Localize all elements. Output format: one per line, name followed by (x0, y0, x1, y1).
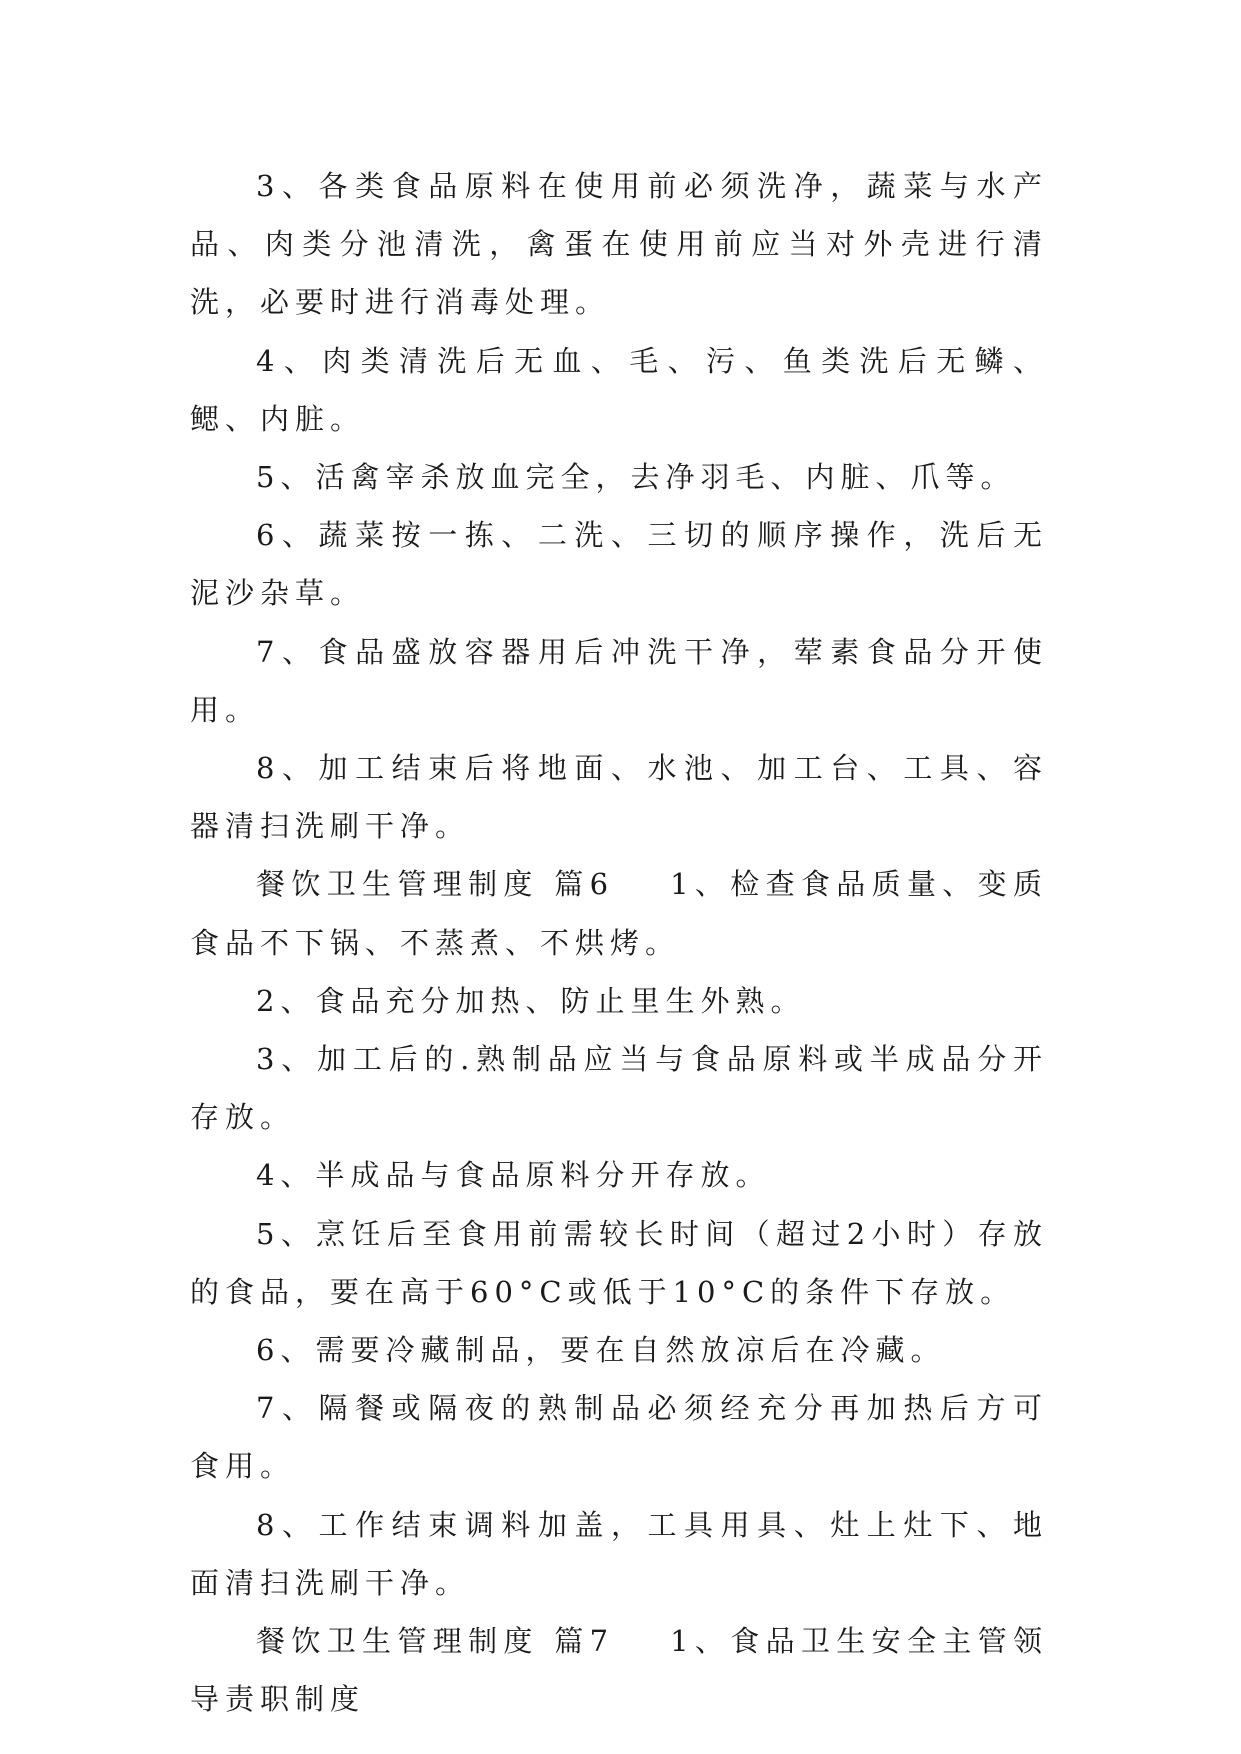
paragraph-item: 7、食品盛放容器用后冲洗干净，荤素食品分开使用。 (190, 634, 1048, 727)
paragraph-item: 8、工作结束调料加盖，工具用具、灶上灶下、地面清扫洗刷干净。 (190, 1507, 1048, 1600)
paragraph-item: 6、需要冷藏制品，要在自然放凉后在冷藏。 (256, 1333, 946, 1368)
section-paragraph (190, 855, 1048, 971)
paragraph-item: 3、各类食品原料在使用前必须洗净，蔬菜与水产品、肉类分池清洗，禽蛋在使用前应当对外壳进行清洗，必要时进行消毒处理。 (190, 169, 1048, 320)
section-text: 1、检查食品质量、变质食品不下锅、不蒸煮、不烘烤。 (190, 867, 1048, 960)
paragraph-item: 8、加工结束后将地面、水池、加工台、工具、容器清扫洗刷干净。 (190, 751, 1048, 844)
paragraph-item: 4、半成品与食品原料分开存放。 (256, 1158, 771, 1193)
paragraph-item: 4、肉类清洗后无血、毛、污、鱼类洗后无鳞、鳃、内脏。 (190, 343, 1048, 436)
paragraph-item: 5、活禽宰杀放血完全，去净羽毛、内脏、爪等。 (256, 460, 1016, 495)
paragraph-item: 2、食品充分加热、防止里生外熟。 (256, 983, 806, 1018)
document-body (190, 157, 1048, 1728)
section-paragraph (190, 1612, 1048, 1728)
section-heading: 餐饮卫生管理制度 篇7 (256, 1624, 615, 1659)
section-heading: 餐饮卫生管理制度 篇6 (256, 867, 615, 902)
paragraph-item: 6、蔬菜按一拣、二洗、三切的顺序操作，洗后无泥沙杂草。 (190, 518, 1048, 611)
paragraph-item: 3、加工后的.熟制品应当与食品原料或半成品分开存放。 (190, 1042, 1048, 1135)
section-text: 1、食品卫生安全主管领导责职制度 (190, 1624, 1048, 1717)
paragraph-item: 7、隔餐或隔夜的熟制品必须经充分再加热后方可食用。 (190, 1391, 1048, 1484)
paragraph-item: 5、烹饪后至食用前需较长时间（超过2小时）存放的食品，要在高于60°C或低于10°C的条件下存放。 (190, 1216, 1048, 1309)
